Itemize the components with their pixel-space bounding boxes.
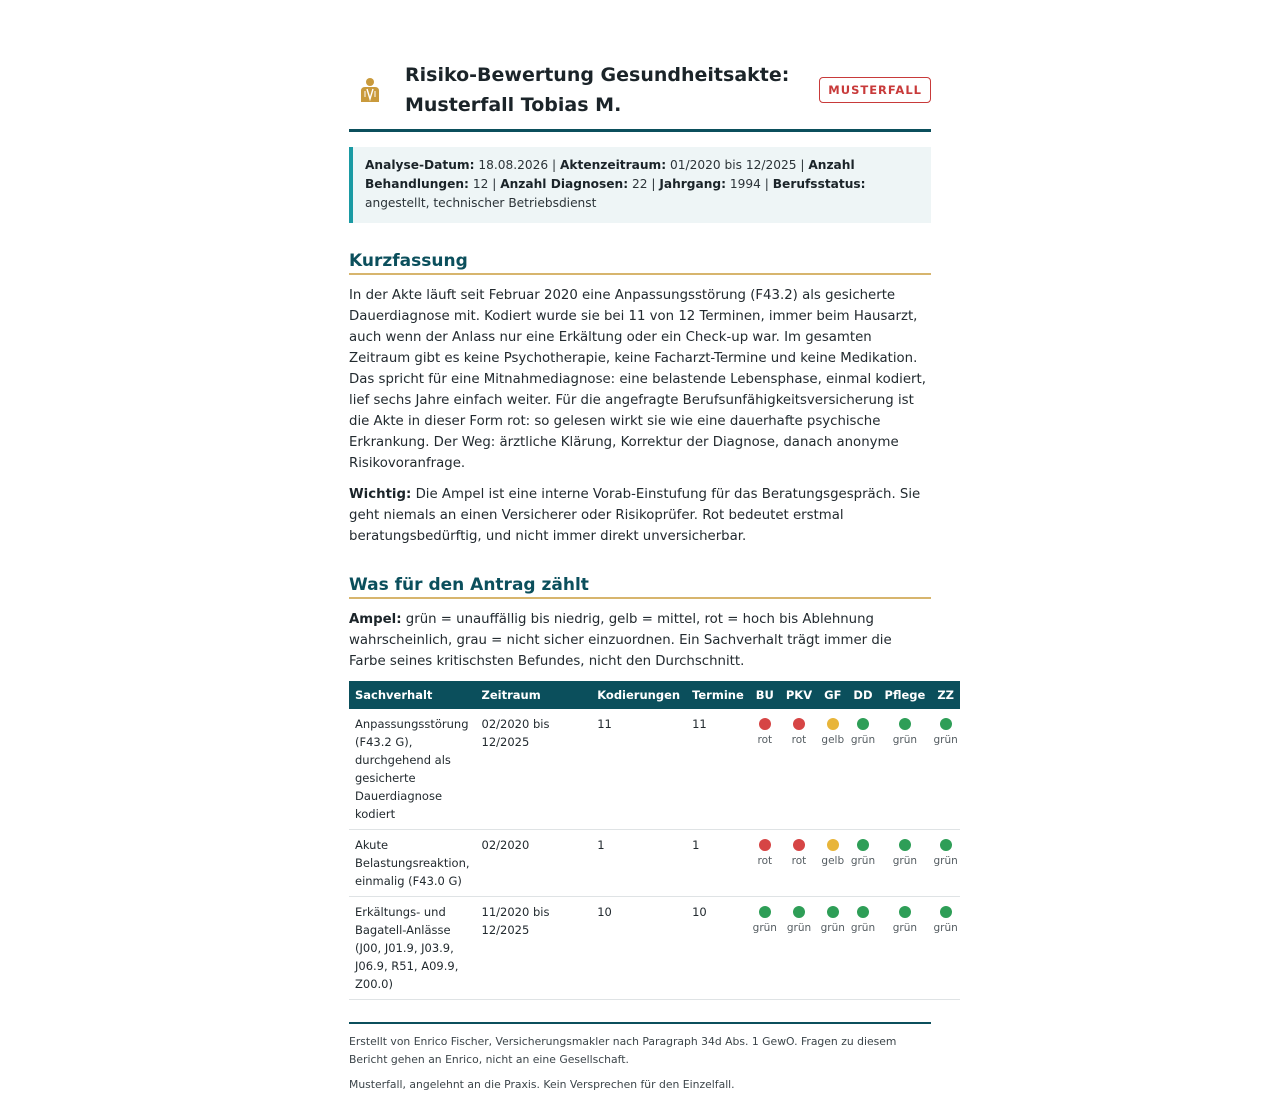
cell-gf bbox=[818, 897, 847, 1000]
footer-author: Erstellt von Enrico Fischer, Versicherungsmakler nach Paragraph 34d Abs. 1 GewO. Fragen zu diesem Bericht gehen an Enrico, nicht an eine Gesellschaft. bbox=[349, 1035, 897, 1066]
ampel-dot bbox=[857, 839, 869, 851]
ampel-dot bbox=[827, 906, 839, 918]
ampel-dot bbox=[827, 839, 839, 851]
ampel-paragraph bbox=[349, 609, 931, 672]
jahrgang-value: 1994 bbox=[729, 177, 761, 191]
table-body bbox=[349, 709, 960, 1000]
cell-termine: 10 bbox=[686, 897, 750, 1000]
musterfall-badge: MUSTERFALL bbox=[819, 77, 931, 103]
col-sachverhalt: Sachverhalt bbox=[355, 688, 433, 702]
ampel-dot bbox=[899, 839, 911, 851]
antrag-heading: Was für den Antrag zählt bbox=[349, 573, 931, 599]
cell-kodierungen: 11 bbox=[591, 709, 686, 830]
table-header-row bbox=[349, 681, 960, 709]
cell-dd bbox=[847, 897, 878, 1000]
table-row bbox=[349, 897, 960, 1000]
cell-sachverhalt: Erkältungs- und Bagatell-Anlässe (J00, J01.9, J03.9, J06.9, R51, A09.9, Z00.0) bbox=[349, 897, 476, 1000]
analyse-value: 18.08.2026 bbox=[478, 158, 549, 172]
cell-zeitraum: 02/2020 bis 12/2025 bbox=[476, 709, 592, 830]
col-kodierungen: Kodierungen bbox=[597, 688, 681, 702]
col-pkv: PKV bbox=[785, 688, 813, 702]
ampel-label: rot bbox=[791, 855, 807, 867]
cell-zeitraum: 02/2020 bbox=[476, 830, 592, 897]
zeitraum-value: 01/2020 bis 12/2025 bbox=[670, 158, 797, 172]
kurzfassung-text: In der Akte läuft seit Februar 2020 eine Anpassungsstörung (F43.2) als gesicherte Dauerdiagnose mit. Kodiert wurde sie bei 11 von 12 Terminen, immer beim Hausarzt, auch wenn der Anlass nur eine Erkältung oder ein Check-up war. Im gesamten Zeitraum gibt es keine Psychotherapie, keine Facharzt-Termine und keine Medikation. Das spricht für eine Mitnahmediagnose: eine belastende Lebensphase, einmal kodiert, lief sechs Jahre einfach weiter. Für die angefragte Berufsunfähigkeitsversicherung ist die Akte in dieser Form rot: so gelesen wirkt sie wie eine dauerhafte psychische Erkrankung. Der Weg: ärztliche Klärung, Korrektur der Diagnose, danach anonyme Risikovoranfrage. bbox=[349, 288, 926, 471]
report-footer bbox=[349, 1022, 931, 1094]
ampel-label: rot bbox=[757, 734, 773, 746]
ampel-dot bbox=[940, 839, 952, 851]
ampel-label: grün bbox=[892, 855, 918, 867]
ampel-label: grün bbox=[933, 922, 958, 934]
ampel-label: grün bbox=[752, 922, 777, 934]
report-page bbox=[349, 0, 958, 1101]
cell-pflege bbox=[879, 709, 932, 830]
ampel-dot bbox=[793, 718, 805, 730]
cell-zz bbox=[931, 897, 960, 1000]
jahrgang-label: Jahrgang: bbox=[659, 177, 726, 191]
ampel-dot bbox=[793, 906, 805, 918]
ampel-label: grün bbox=[850, 922, 876, 934]
zeitraum-label: Aktenzeitraum: bbox=[559, 158, 667, 172]
ampel-dot bbox=[857, 906, 869, 918]
ampel-dot bbox=[899, 718, 911, 730]
table-row bbox=[349, 830, 960, 897]
behandlungen-value: 12 bbox=[472, 177, 489, 191]
col-zz: ZZ bbox=[937, 688, 954, 702]
ampel-label: grün bbox=[850, 734, 876, 746]
cell-pflege bbox=[879, 897, 932, 1000]
cell-bu bbox=[750, 709, 780, 830]
col-termine: Termine bbox=[692, 688, 744, 702]
cell-gf bbox=[818, 830, 847, 897]
ampel-label: gelb bbox=[821, 855, 845, 867]
footer-disclaimer: Musterfall, angelehnt an die Praxis. Kein Versprechen für den Einzelfall. bbox=[349, 1078, 735, 1091]
beruf-value: angestellt, technischer Betriebsdienst bbox=[365, 196, 597, 210]
col-gf: GF bbox=[824, 688, 842, 702]
col-dd: DD bbox=[853, 688, 873, 702]
cell-pflege bbox=[879, 830, 932, 897]
cell-termine: 11 bbox=[686, 709, 750, 830]
ampel-label: grün bbox=[820, 922, 845, 934]
kurzfassung-heading: Kurzfassung bbox=[349, 249, 931, 275]
ampel-dot bbox=[759, 906, 771, 918]
ampel-dot bbox=[827, 718, 839, 730]
cell-zeitraum: 11/2020 bis 12/2025 bbox=[476, 897, 592, 1000]
meta-info-box: Analyse-Datum: 18.08.2026 | Aktenzeitraum: 01/2020 bis 12/2025 | Anzahl Behandlungen: 12 | Anzahl Diagnosen: 22 | Jahrgang: 1994 | Berufsstatus: angestellt, technischer Betriebsdienst bbox=[349, 147, 931, 223]
col-pflege: Pflege bbox=[884, 688, 926, 702]
cell-bu bbox=[750, 830, 780, 897]
cell-zz bbox=[931, 830, 960, 897]
cell-kodierungen: 10 bbox=[591, 897, 686, 1000]
cell-dd bbox=[847, 830, 878, 897]
report-header bbox=[349, 0, 931, 132]
ampel-label: grün bbox=[933, 734, 958, 746]
cell-sachverhalt: Anpassungsstörung (F43.2 G), durchgehend als gesicherte Dauerdiagnose kodiert bbox=[349, 709, 476, 830]
page-title bbox=[405, 60, 789, 120]
title-line-2: Musterfall Tobias M. bbox=[405, 94, 622, 116]
diagnosen-value: 22 bbox=[631, 177, 648, 191]
ampel-dot bbox=[759, 718, 771, 730]
title-line-1: Risiko-Bewertung Gesundheitsakte: bbox=[405, 64, 790, 86]
table-row bbox=[349, 709, 960, 830]
cell-pkv bbox=[780, 897, 818, 1000]
ampel-label: grün bbox=[786, 922, 812, 934]
ampel-label: rot bbox=[757, 855, 773, 867]
ampel-label: rot bbox=[791, 734, 807, 746]
ampel-label: grün bbox=[933, 855, 958, 867]
col-bu: BU bbox=[755, 688, 774, 702]
ampel-text: grün = unauffällig bis niedrig, gelb = mittel, rot = hoch bis Ablehnung wahrscheinlich, grau = nicht sicher einzuordnen. Ein Sachverhalt trägt immer die Farbe seines kritischsten Befundes, nicht den Durchschnitt. bbox=[349, 612, 892, 669]
cell-bu bbox=[750, 897, 780, 1000]
col-zeitraum: Zeitraum bbox=[481, 688, 541, 702]
cell-dd bbox=[847, 709, 878, 830]
sachverhalt-table bbox=[349, 681, 960, 1000]
behandlungen-label: Anzahl Behandlungen: bbox=[365, 158, 855, 191]
cell-zz bbox=[931, 709, 960, 830]
ampel-dot bbox=[940, 906, 952, 918]
wichtig-label: Wichtig: bbox=[349, 487, 412, 502]
beruf-label: Berufsstatus: bbox=[772, 177, 866, 191]
cell-gf bbox=[818, 709, 847, 830]
ampel-label: Ampel: bbox=[349, 612, 402, 627]
ampel-dot bbox=[899, 906, 911, 918]
ampel-dot bbox=[793, 839, 805, 851]
ampel-label: gelb bbox=[821, 734, 845, 746]
diagnosen-label: Anzahl Diagnosen: bbox=[500, 177, 629, 191]
cell-sachverhalt: Akute Belastungsreaktion, einmalig (F43.0 G) bbox=[349, 830, 476, 897]
wichtig-paragraph bbox=[349, 484, 931, 547]
wichtig-text: Die Ampel ist eine interne Vorab-Einstufung für das Beratungsgespräch. Sie geht niemals an einen Versicherer oder Risikoprüfer. Rot bedeutet erstmal beratungsbedürftig, und nicht immer direkt unversicherbar. bbox=[349, 487, 921, 544]
ampel-dot bbox=[759, 839, 771, 851]
person-torso-icon bbox=[359, 77, 381, 103]
cell-pkv bbox=[780, 830, 818, 897]
ampel-dot bbox=[940, 718, 952, 730]
ampel-dot bbox=[857, 718, 869, 730]
cell-termine: 1 bbox=[686, 830, 750, 897]
ampel-label: grün bbox=[892, 922, 918, 934]
cell-kodierungen: 1 bbox=[591, 830, 686, 897]
analyse-label: Analyse-Datum: bbox=[365, 158, 475, 172]
cell-pkv bbox=[780, 709, 818, 830]
ampel-label: grün bbox=[850, 855, 876, 867]
ampel-label: grün bbox=[892, 734, 918, 746]
